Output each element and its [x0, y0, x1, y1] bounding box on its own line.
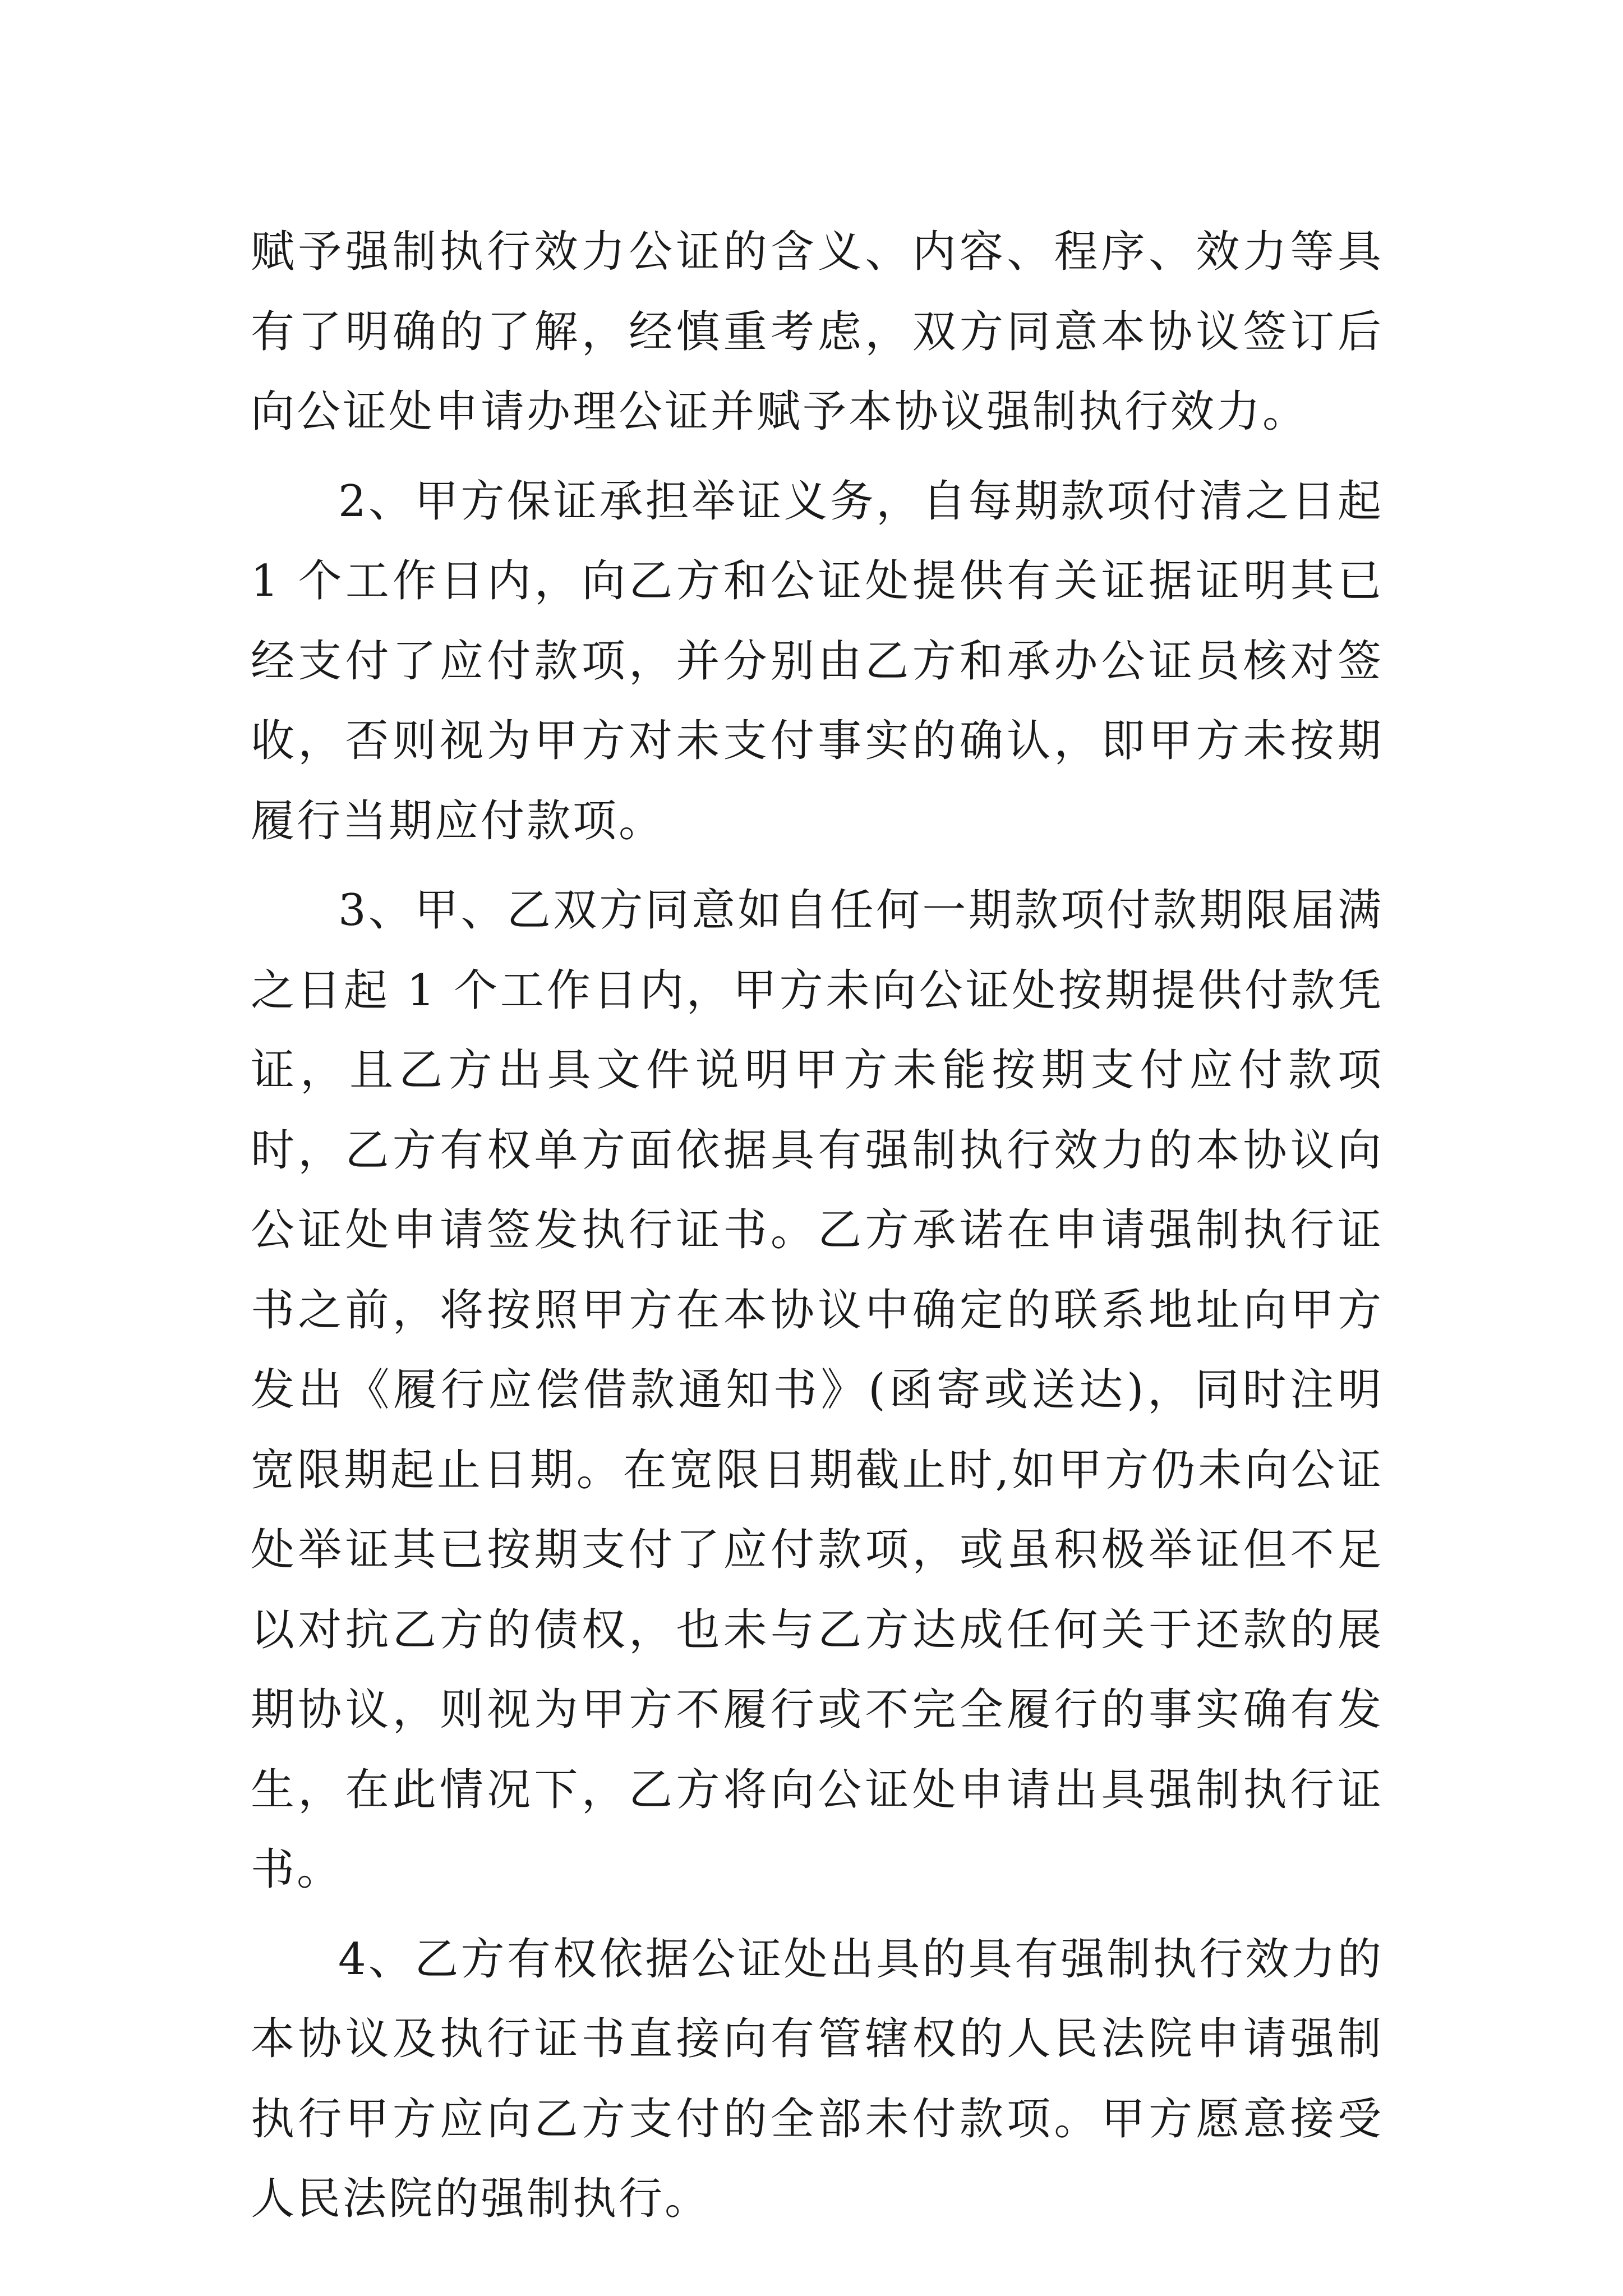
paragraph-clause-2: 2、甲方保证承担举证义务，自每期款项付清之日起 1 个工作日内，向乙方和公证处提供有关证据证明其已经支付了应付款项，并分别由乙方和承办公证员核对签收，否则视为甲方对未支付事实的确认，即甲方未按期履行当期应付款项。	[251, 476, 1384, 846]
paragraph-continuation: 赋予强制执行效力公证的含义、内容、程序、效力等具有了明确的了解，经慎重考虑，双方同意本协议签订后向公证处申请办理公证并赋予本协议强制执行效力。	[251, 227, 1384, 437]
paragraph-clause-3: 3、甲、乙双方同意如自任何一期款项付款期限届满之日起 1 个工作日内，甲方未向公证处按期提供付款凭证，且乙方出具文件说明甲方未能按期支付应付款项时，乙方有权单方面依据具有强制执行效力的本协议向公证处申请签发执行证书。乙方承诺在申请强制执行证书之前，将按照甲方在本协议中确定的联系地址向甲方发出《履行应偿借款通知书》(函寄或送达)，同时注明宽限期起止日期。在宽限日期截止时,如甲方仍未向公证处举证其已按期支付了应付款项，或虽积极举证但不足以对抗乙方的债权，也未与乙方达成任何关于还款的展期协议，则视为甲方不履行或不完全履行的事实确有发生，在此情况下，乙方将向公证处申请出具强制执行证书。	[251, 885, 1384, 1895]
document-body	[251, 212, 1384, 2249]
paragraph-clause-4: 4、乙方有权依据公证处出具的具有强制执行效力的本协议及执行证书直接向有管辖权的人民法院申请强制执行甲方应向乙方支付的全部未付款项。甲方愿意接受人民法院的强制执行。	[251, 1934, 1384, 2224]
